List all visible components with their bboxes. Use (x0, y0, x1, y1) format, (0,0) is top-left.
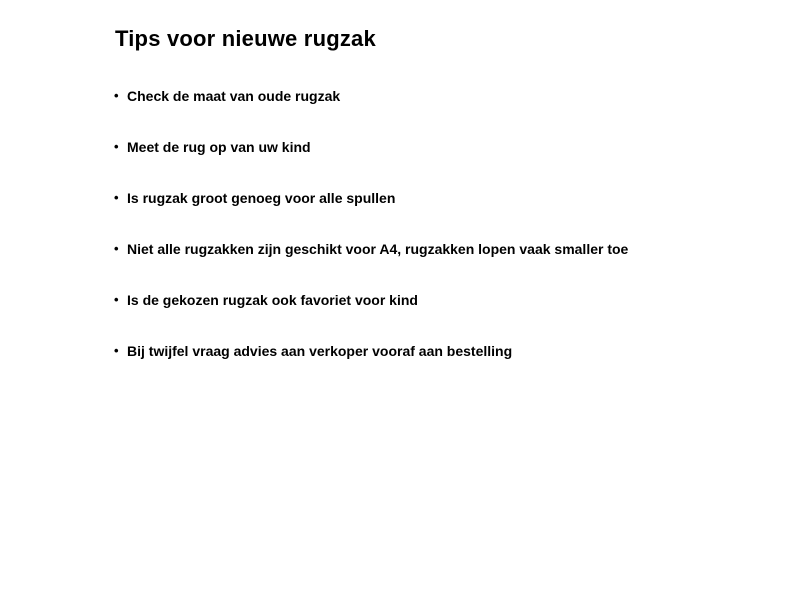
bullet-text: Is rugzak groot genoeg voor alle spullen (127, 190, 396, 206)
bullet-item (114, 344, 628, 358)
bullet-text: Check de maat van oude rugzak (127, 88, 341, 104)
bullet-text: Is de gekozen rugzak ook favoriet voor kind (127, 292, 418, 308)
bullet-text: Niet alle rugzakken zijn geschikt voor A4, rugzakken lopen vaak smaller toe (127, 241, 629, 257)
bullet-icon: • (114, 292, 119, 307)
bullet-item (114, 89, 628, 103)
bullet-icon: • (114, 241, 119, 256)
bullet-icon: • (114, 190, 119, 205)
bullet-text: Bij twijfel vraag advies aan verkoper vooraf aan bestelling (127, 343, 513, 359)
bullet-icon: • (114, 139, 119, 154)
bullet-item (114, 191, 628, 205)
bullet-icon: • (114, 88, 119, 103)
bullet-list (114, 89, 628, 395)
bullet-item (114, 242, 628, 256)
bullet-text: Meet de rug op van uw kind (127, 139, 311, 155)
bullet-icon: • (114, 343, 119, 358)
bullet-item (114, 140, 628, 154)
bullet-item (114, 293, 628, 307)
slide-title: Tips voor nieuwe rugzak (115, 26, 376, 51)
